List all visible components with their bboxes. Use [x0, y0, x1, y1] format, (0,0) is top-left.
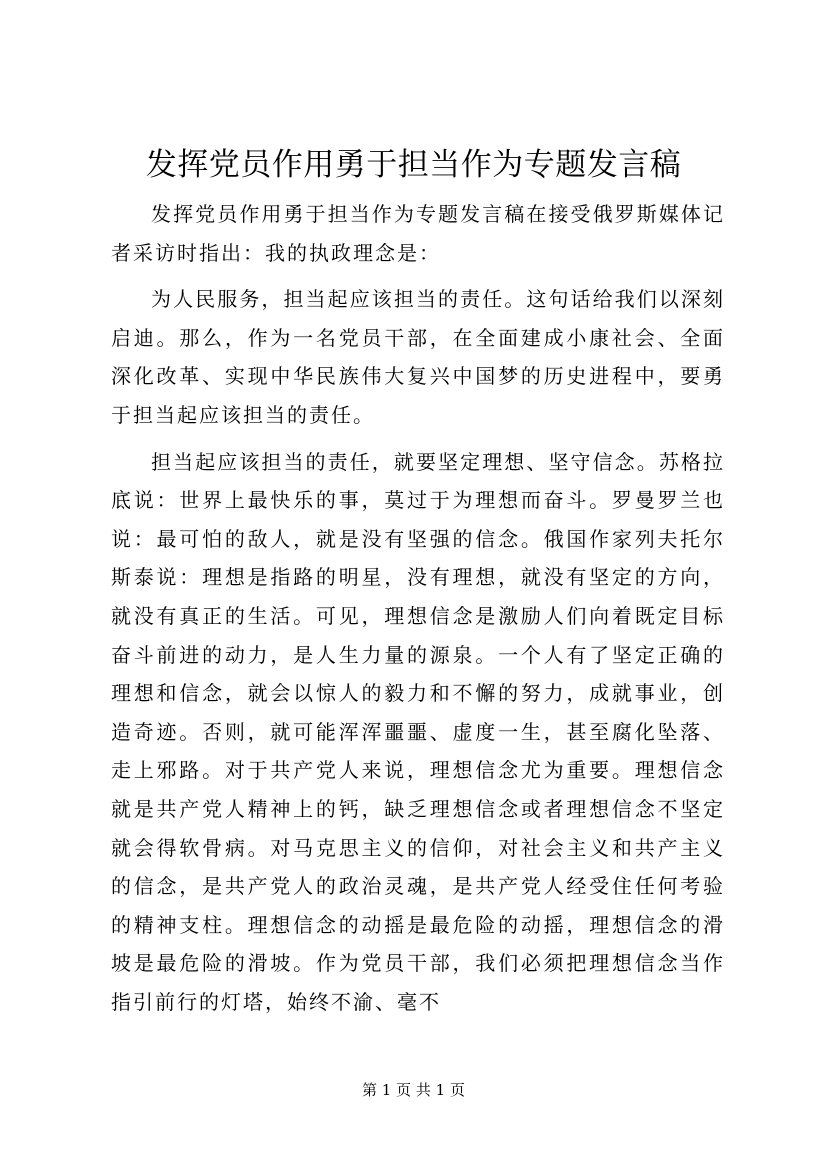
paragraph-2: 为人民服务，担当起应该担当的责任。这句话给我们以深刻启迪。那么，作为一名党员干部，在全面建成小康社会、全面深化改革、实现中华民族伟大复兴中国梦的历史进程中，要勇于担当起应该担当的责任。 [111, 287, 725, 427]
page-footer: 第 1 页 共 1 页 [362, 1081, 465, 1099]
document-body [111, 195, 725, 1021]
document-title: 发挥党员作用勇于担当作为专题发言稿 [145, 147, 682, 183]
paragraph-1: 发挥党员作用勇于担当作为专题发言稿在接受俄罗斯媒体记者采访时指出：我的执政理念是： [111, 202, 725, 265]
paragraph-3: 担当起应该担当的责任，就要坚定理想、坚守信念。苏格拉底说：世界上最快乐的事，莫过于为理想而奋斗。罗曼罗兰也说：最可怕的敌人，就是没有坚强的信念。俄国作家列夫托尔斯泰说：理想是指路的明星，没有理想，就没有坚定的方向，就没有真正的生活。可见，理想信念是激励人们向着既定目标奋斗前进的动力，是人生力量的源泉。一个人有了坚定正确的理想和信念，就会以惊人的毅力和不懈的努力，成就事业，创造奇迹。否则，就可能浑浑噩噩、虚度一生，甚至腐化坠落、走上邪路。对于共产党人来说，理想信念尤为重要。理想信念就是共产党人精神上的钙，缺乏理想信念或者理想信念不坚定就会得软骨病。对马克思主义的信仰，对社会主义和共产主义的信念，是共产党人的政治灵魂，是共产党人经受住任何考验的精神支柱。理想信念的动摇是最危险的动摇，理想信念的滑坡是最危险的滑坡。作为党员干部，我们必须把理想信念当作指引前行的灯塔，始终不渝、毫不 [111, 449, 725, 1014]
